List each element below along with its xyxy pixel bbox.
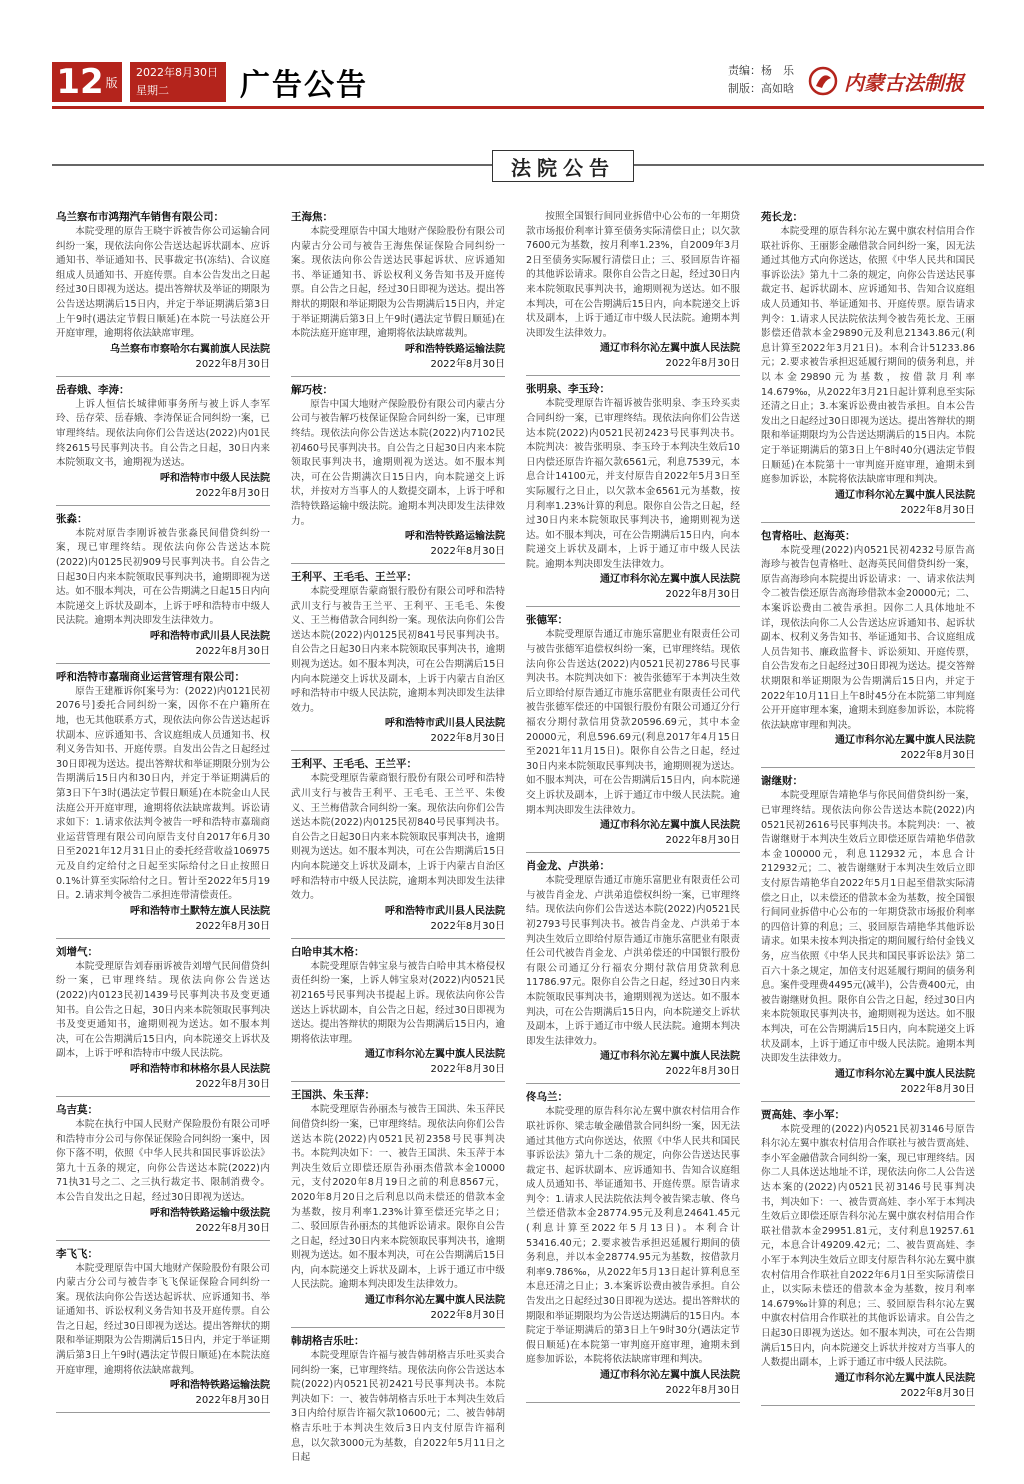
notice-divider — [761, 1405, 975, 1406]
notice-date: 2022年8月30日 — [900, 1083, 975, 1095]
banner-line-left — [52, 164, 492, 166]
court-notice — [526, 210, 740, 376]
issue-date: 2022年8月30日 — [136, 66, 218, 79]
notice-divider — [56, 938, 270, 939]
notice-court: 呼和浩特铁路运输法院 — [170, 1380, 270, 1392]
column-4 — [761, 210, 975, 1480]
notice-addressee: 刘增气： — [56, 945, 98, 958]
notice-court: 通辽市科尔沁左翼中旗人民法院 — [600, 574, 740, 586]
notice-court: 呼和浩特市武川县人民法院 — [150, 630, 270, 642]
notice-date: 2022年8月30日 — [195, 487, 270, 499]
notice-court: 乌兰察布市察哈尔右翼前旗人民法院 — [110, 343, 270, 355]
notice-divider — [56, 376, 270, 377]
notice-addressee: 贾高娃、李小军： — [761, 1108, 845, 1121]
notice-date: 2022年8月30日 — [665, 589, 740, 601]
notice-divider — [761, 522, 975, 523]
notice-addressee: 佟乌兰： — [526, 1091, 568, 1104]
notice-court: 通辽市科尔沁左翼中旗人民法院 — [835, 1372, 975, 1384]
notice-body: 本院受理(2022)内0521民初4232号原告高海珍与被告包青格吐、赵海英民间借贷纠纷一案，原告高海珍向本院提出诉讼请求：一、请求依法判令二被告偿还原告高海珍借款本金20000元；二、本案诉讼费由二被告承担。因你二人具体地址不详，现依法向你二人公告送达应诉通知书、起诉状副本、权利义务告知书、举证通知书、合议庭组成人员告知书、廉政监督卡、诉讼须知、开庭传票，自公告发布之日起经过30日即视为送达。提交答辩状期限和举证期限为公告期满后15日内，并定于2022年10月11日上午8时45分在本院第二审判庭公开开庭审理本案，逾期未到庭参加诉讼，本院将依法缺席审理和判决。 — [761, 544, 975, 731]
notice-date: 2022年8月30日 — [195, 1222, 270, 1234]
notice-date: 2022年8月30日 — [195, 1395, 270, 1407]
notice-body: 原告王建雁诉你[案号为：(2022)内0121民初2076号]委托合同纠纷一案，因你不在户籍所在地，也无其他联系方式，现依法向你公告送达起诉状副本、应诉通知书、含议庭组成人员通知书、权利义务告知书、开庭传票。自发出公告之日起经过30日即视为送达。提出答辩状和举证期限分别为公告期满后15日内和30日内，并定于举证期满后的第3日下午3时(遇法定节假日顺延)在本院金山人民法庭公开开庭审理，逾期将依法缺席裁判。诉讼请求如下：1.请求依法判令被告一呼和浩特市嘉瑞商业运营管理有限公司向原告支付自2017年6月30日至2021年12月31日止的委托经营收益106975元及自约定给付之日起至实际给付之日止按照日0.1%计算至实际给付之日。暂计至2022年5月19日。2.请求判令被告二承担连带清偿责任。 — [56, 685, 270, 902]
notice-addressee: 王海焦： — [291, 211, 333, 223]
notice-court: 通辽市科尔沁左翼中旗人民法院 — [600, 343, 740, 355]
notice-divider — [291, 376, 505, 377]
court-notice — [761, 210, 975, 523]
page-number: 12 — [56, 62, 104, 102]
court-notice — [291, 757, 505, 938]
notice-court: 通辽市科尔沁左翼中旗人民法院 — [365, 1295, 505, 1307]
notice-court: 通辽市科尔沁左翼中旗人民法院 — [835, 1068, 975, 1080]
court-notice — [56, 1247, 270, 1414]
notice-date: 2022年8月30日 — [430, 1064, 505, 1076]
notice-divider — [56, 1096, 270, 1097]
notice-divider — [761, 1101, 975, 1102]
notice-body: 本院受理原告孙丽杰与被告王国洪、朱玉萍民间借贷纠纷一案，已审理终结。现依法向你们公告送达本院(2022)内0521民初2358号民事判决书。本院判决如下：一、被告王国洪、朱玉萍于本判决生效后立即偿还原告孙丽杰借款本金10000元，支付2020年8月19日之前的利息8567元，2020年8月20日之后利息以尚未偿还的借款本金为基数，按月利率1.23%计算至偿还完毕之日；二、驳回原告孙丽杰的其他诉讼请求。限你自公告之日起，经过30日内来本院领取民事判决书，逾期则视为送达。如不服本判决，可在公告期满后15日内，向本院递交上诉状及副本，上诉于通辽市中级人民法院。逾期本判决即发生法律效力。 — [291, 1104, 505, 1291]
page-number-box — [52, 62, 122, 102]
notice-addressee: 李飞飞： — [56, 1247, 98, 1260]
notice-addressee: 乌吉莫： — [56, 1103, 98, 1116]
notice-divider — [526, 375, 740, 376]
notice-addressee: 谢继财： — [761, 775, 803, 788]
notice-court: 通辽市科尔沁左翼中旗人民法院 — [600, 1051, 740, 1063]
court-notice — [526, 859, 740, 1084]
editor-name: 责编：杨 乐 — [728, 64, 794, 77]
court-notice — [526, 1090, 740, 1403]
newspaper-name: 内蒙古法制报 — [844, 70, 964, 95]
notice-columns — [56, 210, 976, 1480]
editor-credits — [728, 62, 794, 98]
notice-divider — [526, 1402, 740, 1403]
notice-court: 呼和浩特市武川县人民法院 — [385, 905, 505, 917]
notice-addressee: 韩胡格吉乐吐： — [291, 1335, 365, 1348]
notice-date: 2022年8月30日 — [430, 546, 505, 558]
notice-divider — [56, 1412, 270, 1413]
notice-body: 本院受理原告靖艳华与你民间借贷纠纷一案，已审理终结。现依法向你公告送达本院(2022)内0521民初2616号民事判决书。本院判决：一、被告谢继财于本判决生效后立即偿还原告靖艳华借款本金100000元，利息112932元，本息合计212932元；二、被告谢继财于本判决生效后立即支付原告靖艳华自2022年5月1日起至借款实际清偿之日止，以未偿还的借款本金为基数，按全国银行间同业拆借中心公布的一年期贷款市场报价利率的四倍计算的利息；三、驳回原告靖艳华其他诉讼请求。如果未按本判决指定的期间履行给付金钱义务，应当依照《中华人民共和国民事诉讼法》第二百六十条之规定，加倍支付迟延履行期间的债务利息。案件受理费4495元(减半)，公告费400元，由被告谢继财负担。限你自公告之日起，经过30日内来本院领取民事判决书，逾期则视为送达。如不服本判决，可在公告期满后15日内，向本院递交上诉状及副本，上诉于通辽市中级人民法院。逾期本判决即发生法律效力。 — [761, 790, 975, 1065]
notice-addressee: 王利平、王毛毛、王兰平： — [291, 571, 417, 584]
notice-divider — [291, 938, 505, 939]
notice-date: 2022年8月30日 — [900, 504, 975, 516]
page-unit: 版 — [105, 75, 118, 90]
banner-title: 法院公告 — [492, 150, 634, 182]
notice-addressee: 王利平、王毛毛、王兰平： — [291, 758, 417, 771]
notice-divider — [291, 563, 505, 564]
section-banner — [52, 150, 984, 180]
notice-divider — [56, 505, 270, 506]
court-notice — [761, 529, 975, 769]
notice-body: 上诉人恒信长城律师事务所与被上诉人李军玲、岳存荣、岳春娥、李涛保证合同纠纷一案，已审理终结。现依法向你们公告送达(2022)内01民终2615号民事判决书。自公告之日起，30日内来本院领取文书，逾期视为送达。 — [56, 398, 270, 469]
notice-addressee: 呼和浩特市嘉瑞商业运营管理有限公司： — [56, 670, 245, 683]
notice-addressee: 包青格吐、赵海英： — [761, 529, 856, 542]
notice-court: 呼和浩特市和林格尔县人民法院 — [130, 1063, 270, 1075]
notice-body: 本院在执行中国人民财产保险股份有限公司呼和浩特市分公司与你保证保险合同纠纷一案中，因你下落不明，依照《中华人民共和国民事诉讼法》第九十五条的规定，向你公告送达本院(2022)内71执31号之二、之三执行裁定书、限制消费令。本公告自发出之日起，经过30日即视为送达。 — [56, 1118, 270, 1203]
masthead — [0, 0, 1024, 112]
notice-addressee: 张德军： — [526, 614, 568, 627]
court-notice — [56, 1103, 270, 1241]
court-notice — [761, 774, 975, 1101]
notice-date: 2022年8月30日 — [195, 358, 270, 370]
notice-court: 呼和浩特铁路运输中级法院 — [150, 1207, 270, 1219]
notice-court: 呼和浩特市武川县人民法院 — [385, 718, 505, 730]
notice-court: 呼和浩特市中级人民法院 — [160, 472, 270, 484]
issue-date-block — [130, 62, 226, 102]
notice-body: 本院受理原告蒙商银行股份有限公司呼和浩特武川支行与被告王兰平、王利平、王毛毛、朱俊义、王兰梅借款合同纠纷一案。现依法向你们公告送达本院(2022)内0125民初841号民事判决书。自公告之日起30日内来本院领取民事判决书，逾期则视为送达。如不服本判决，可在公告期满后15日内向本院递交上诉状及副本，上诉于内蒙古自治区呼和浩特市中级人民法院，逾期本判决即发生法律效力。 — [291, 586, 505, 714]
notice-body: 本院受理原告许福与被告韩胡格吉乐吐买卖合同纠纷一案，已审理终结。现依法向你公告送达本院(2022)内0521民初2421号民事判决书。本院判决如下：一、被告韩胡格吉乐吐于本判决生效后3日内给付原告许福欠款10600元；二、被告韩胡格吉乐吐于本判决生效后3日内支付原告许福利息，以欠款3000元为基数，自2022年5月11日之日起 — [291, 1350, 505, 1464]
notice-divider — [761, 767, 975, 768]
notice-date: 2022年8月30日 — [195, 1078, 270, 1090]
notice-addressee: 王国洪、朱玉萍： — [291, 1089, 375, 1102]
notice-date: 2022年8月30日 — [665, 1066, 740, 1078]
court-notice — [56, 210, 270, 377]
column-3 — [526, 210, 740, 1480]
notice-addressee: 乌兰察布市鸿翔汽车销售有限公司： — [56, 211, 224, 223]
notice-body: 本院受理的原告王晓宇诉被告你公司运输合同纠纷一案，现依法向你公告送达起诉状副本、应诉通知书、举证通知书、民事裁定书(冻结)、合议庭组成人员通知书、开庭传票。自本公告发出之日起经过30日即视为送达。提出答辩状及举证的期限为公告送达期满后15日内，并定于举证期满后第3日上午9时(遇法定节假日顺延)在本院一号法庭公开开庭审理，逾期将依法缺席审理。 — [56, 226, 270, 340]
notice-court: 呼和浩特铁路运输法院 — [405, 531, 505, 543]
notice-divider — [526, 852, 740, 853]
notice-addressee: 解巧枝： — [291, 383, 333, 396]
notice-body: 本院对原告李刚诉被告张淼民间借贷纠纷一案，现已审理终结。现依法向你公告送达本院(2022)内0125民初909号民事判决书。自公告之日起30日内来本院领取民事判决书，逾期即视为送达。如不服本判决，可在公告期满之日起15日内向本院递交上诉状及副本，上诉于呼和浩特市中级人民法院。逾期本判决即发生法律效力。 — [56, 527, 270, 627]
notice-date: 2022年8月30日 — [900, 1387, 975, 1399]
notice-court: 呼和浩特铁路运输法院 — [405, 343, 505, 355]
notice-divider — [526, 606, 740, 607]
notice-date: 2022年8月30日 — [665, 835, 740, 847]
notice-divider — [291, 1327, 505, 1328]
court-notice — [56, 670, 270, 939]
notice-date: 2022年8月30日 — [430, 920, 505, 932]
notice-body: 按照全国银行间同业拆借中心公布的一年期贷款市场报价利率计算至债务实际清偿日止；以欠款7600元为基数，按月利率1.23%，自2009年3月2日至债务实际履行清偿日止；三、驳回原告许福的其他诉讼请求。限你自公告之日起，经过30日内来本院领取民事判决书，逾期则视为送达。如不服本判决，可在公告期满后15日内，向本院递交上诉状及副本，上诉于通辽市中级人民法院。逾期本判决即发生法律效力。 — [526, 211, 740, 339]
notice-body: 本院受理原告许福诉被告张明泉、李玉玲买卖合同纠纷一案，已审理终结。现依法向你们公告送达本院(2022)内0521民初2423号民事判决书。本院判决：被告张明泉、李玉玲于本判决生效后10日内偿还原告许福欠款6561元，利息7539元，本息合计14100元，并支付原告自2022年5月3日至实际履行之日止，以欠款本金6561元为基数，按月利率1.23%计算的利息。限你自公告之日起，经过30日内来本院领取民事判决书，逾期则视为送达。如不服本判决，可在公告期满后15日内，向本院递交上诉状及副本，上诉于通辽市中级人民法院。逾期本判决即发生法律效力。 — [526, 398, 740, 570]
notice-addressee: 张明泉、李玉玲： — [526, 383, 610, 396]
court-notice — [291, 945, 505, 1083]
notice-date: 2022年8月30日 — [195, 920, 270, 932]
column-2 — [291, 210, 505, 1480]
notice-divider — [291, 1081, 505, 1082]
notice-date: 2022年8月30日 — [665, 358, 740, 370]
notice-body: 本院受理原告通辽市施乐富肥业有限责任公司与被告张德军追偿权纠纷一案，已审理终结。现依法向你公告送达(2022)内0521民初2786号民事判决书。本院判决如下：被告张德军于本判决生效后立即给付原告通辽市施乐富肥业有限责任公司代被告张德军偿还的中国银行股份有限公司通辽分行福农分期付款信用贷款20596.69元，其中本金20000元，利息596.69元(利息2017年4月15日至2021年11月15日)。限你自公告之日起，经过30日内来本院领取民事判决书，逾期则视为送达。如不服本判决，可在公告期满后15日内，向本院递交上诉状及副本，上诉于通辽市中级人民法院。逾期本判决即发生法律效力。 — [526, 629, 740, 816]
newspaper-logo — [808, 64, 984, 98]
notice-body: 本院受理的原告科尔沁左翼中旗农村信用合作联社诉你、王丽影金融借款合同纠纷一案，因无法通过其他方式向你送达，依照《中华人民共和国民事诉讼法》第九十二条的规定，向你公告送达民事裁定书、起诉状副本、应诉通知书、告知合议庭组成人员通知书、举证通知书、开庭传票。原告请求判令：1.请求人民法院依法判令被告苑长龙、王丽影偿还借款本金29890元及利息21343.86元(利息计算至2022年3月21日)。本利合计51233.86元；2.要求被告承担迟延履行期间的债务利息，并以本金29890元为基数，按借款月利率14.679‰，从2022年3月21日起计算利息至实际还清之日止；3.本案诉讼费由被告承担。自本公告发出之日起经过30日即视为送达。提出答辩状的期限和举证期限均为公告送达期满后的15日内。本院定于举证期满后的第3日上午8时40分(遇法定节假日顺延)在本院第十一审判庭开庭审理，逾期未到庭参加诉讼，本院将依法缺席审理和判决。 — [761, 226, 975, 486]
notice-date: 2022年8月30日 — [900, 750, 975, 762]
notice-divider — [56, 1240, 270, 1241]
banner-line-right — [632, 164, 984, 166]
notice-date: 2022年8月30日 — [195, 645, 270, 657]
court-notice — [761, 1108, 975, 1406]
court-notice — [291, 383, 505, 564]
court-notice — [291, 1334, 505, 1466]
notice-date: 2022年8月30日 — [430, 358, 505, 370]
court-notice — [56, 945, 270, 1097]
notice-addressee: 肖金龙、卢洪弟： — [526, 860, 610, 873]
notice-date: 2022年8月30日 — [430, 1310, 505, 1322]
notice-date: 2022年8月30日 — [430, 733, 505, 745]
notice-divider — [291, 750, 505, 751]
court-notice — [291, 1088, 505, 1328]
notice-court: 呼和浩特市土默特左旗人民法院 — [130, 905, 270, 917]
notice-addressee: 张淼： — [56, 512, 88, 525]
notice-addressee: 岳春娥、李涛： — [56, 383, 130, 396]
producer-name: 制版：高如晗 — [728, 82, 794, 95]
court-notice — [291, 570, 505, 751]
notice-body: 本院受理原告中国大地财产保险股份有限公司内蒙古分公司与被告王海焦保证保险合同纠纷一案。现依法向你公告送达民事起诉状、应诉通知书、举证通知书、诉讼权利义务告知书及开庭传票。自公告之日起，经过30日即视为送达。提出答辩状的期限和举证期限为公告期满后15日内，并定于举证期满后第3日上午9时(遇法定节假日顺延)在本院法庭开庭审理，逾期将依法缺席裁判。 — [291, 226, 505, 340]
column-1 — [56, 210, 270, 1480]
notice-body: 本院受理原告中国大地财产保险股份有限公司内蒙古分公司与被告李飞飞保证保险合同纠纷一案。现依法向你公告送达起诉状、应诉通知书、举证通知书、诉讼权利义务告知书及开庭传票。自公告之日起，经过30日即视为送达。提出答辩状的期限和举证期限为公告期满后15日内，并定于举证期满后第3日上午9时(遇法定节假日顺延)在本院法庭开庭审理，逾期将依法缺席裁判。 — [56, 1262, 270, 1376]
masthead-rule — [52, 106, 984, 109]
notice-court: 通辽市科尔沁左翼中旗人民法院 — [365, 1049, 505, 1061]
court-notice — [56, 383, 270, 506]
notice-body: 本院受理的(2022)内0521民初3146号原告科尔沁左翼中旗农村信用合作联社与被告贾高娃、李小军金融借款合同纠纷一案，现已审理终结。因你二人具体送达地址不详，现依法向你二人公告送达本案的(2022)内0521民初3146号民事判决书，判决如下：一、被告贾高娃、李小军于本判决生效后立即偿还原告科尔沁左翼中旗农村信用合作联社借款本金29951.81元，支付利息19257.61元，本息合计49209.42元；二、被告贾高娃、李小军于本判决生效后立即支付原告科尔沁左翼中旗农村信用合作联社自2022年6月1日至实际清偿日止，以实际未偿还的借款本金为基数，按月利率14.679‰计算的利息；三、驳回原告科尔沁左翼中旗农村信用合作联社的其他诉讼请求。自公告之日起30日即视为送达。如不服本判决，可在公告期满后15日内，向本院递交上诉状并按对方当事人的人数提出副本，上诉于通辽市中级人民法院。 — [761, 1123, 975, 1369]
notice-court: 通辽市科尔沁左翼中旗人民法院 — [600, 820, 740, 832]
section-title: 广告公告 — [240, 68, 368, 103]
court-notice — [526, 613, 740, 853]
notice-body: 本院受理的原告科尔沁左翼中旗农村信用合作联社诉你、梁志敏金融借款合同纠纷一案，因无法通过其他方式向你送达，依照《中华人民共和国民事诉讼法》第九十二条的规定，向你公告送达民事裁定书、起诉状副本、应诉通知书、告知合议庭组成人员通知书、举证通知书、开庭传票。原告请求判令：1.请求人民法院依法判令被告梁志敏、佟乌兰偿还借款本金28774.95元及利息24641.45元(利息计算至2022年5月13日)。本利合计53416.40元；2.要求被告承担迟延履行期间的债务利息，并以本金28774.95元为基数，按借款月利率9.786‰，从2022年5月13日起计算利息至本息还清之日止；3.本案诉讼费由被告承担。自公告发出之日起经过30日即视为送达。提出答辩状的期限和举证期限均为公告送达期满后的15日内。本院定于举证期满后的第3日上午9时30分(遇法定节假日顺延)在本院第一审判庭开庭审理，逾期未到庭参加诉讼，本院将依法缺席审理和判决。 — [526, 1106, 740, 1366]
notice-body: 原告中国大地财产保险股份有限公司内蒙古分公司与被告解巧枝保证保险合同纠纷一案，已审理终结。现依法向你公告送达本院(2022)内7102民初460号民事判决书。自公告之日起30日内来本院领取民事判决书，逾期则视为送达。如不服本判决，可在公告期满次日15日内，向本院递交上诉状，并按对方当事人的人数提交副本，上诉于呼和浩特铁路运输中级法院。逾期本判决即发生法律效力。 — [291, 398, 505, 527]
notice-addressee: 白哈申其木格： — [291, 945, 365, 958]
logo-emblem-icon — [808, 66, 838, 96]
notice-addressee: 苑长龙： — [761, 211, 803, 223]
court-notice — [56, 512, 270, 664]
notice-court: 通辽市科尔沁左翼中旗人民法院 — [600, 1370, 740, 1381]
notice-court: 通辽市科尔沁左翼中旗人民法院 — [835, 489, 975, 501]
notice-body: 本院受理原告通辽市施乐富肥业有限责任公司与被告肖金龙、卢洪弟追偿权纠纷一案，已审理终结。现依法向你们公告送达本院(2022)内0521民初2793号民事判决书。被告肖金龙、卢洪弟于本判决生效后立即给付原告通辽市施乐富肥业有限责任公司代被告肖金龙、卢洪弟偿还的中国银行股份有限公司通辽分行福农分期付款信用贷款利息11786.97元。限你自公告之日起，经过30日内来本院领取民事判决书，逾期则视为送达。如不服本判决，可在公告期满后15日内，向本院递交上诉状及副本，上诉于通辽市中级人民法院。逾期本判决即发生法律效力。 — [526, 875, 740, 1047]
notice-divider — [56, 663, 270, 664]
court-notice — [291, 210, 505, 377]
notice-court: 通辽市科尔沁左翼中旗人民法院 — [835, 735, 975, 747]
notice-body: 本院受理原告蒙商银行股份有限公司呼和浩特武川支行与被告王利平、王毛毛、王兰平、朱俊义、王兰梅借款合同纠纷一案。现依法向你们公告送达本院(2022)内0125民初840号民事判决书。自公告之日起30日内来本院领取民事判决书，逾期则视为送达。如不服本判决，可在公告期满后15日内向本院递交上诉状及副本，上诉于内蒙古自治区呼和浩特市中级人民法院，逾期本判决即发生法律效力。 — [291, 773, 505, 902]
issue-weekday: 星期二 — [136, 84, 169, 97]
notice-body: 本院受理原告韩宝泉与被告白哈申其木格侵权责任纠纷一案，上诉人韩宝泉对(2022)内0521民初2165号民事判决书提起上诉。现依法向你公告送达上诉状副本，自公告之日起，经过30日即视为送达。提出答辩状的期限为公告期满后15日内，逾期将依法审理。 — [291, 960, 505, 1045]
notice-divider — [526, 1083, 740, 1084]
notice-date: 2022年8月30日 — [665, 1385, 740, 1396]
court-notice — [526, 382, 740, 607]
notice-body: 本院受理原告刘春丽诉被告刘增气民间借贷纠纷一案，已审理终结。现依法向你公告送达(2022)内0123民初1439号民事判决书及变更通知书。自公告之日起，30日内来本院领取民事判决书及变更通知书，逾期则视为送达。如不服本判决，可在公告期满后15日内，向本院递交上诉状及副本，上诉于呼和浩特市中级人民法院。 — [56, 960, 270, 1060]
